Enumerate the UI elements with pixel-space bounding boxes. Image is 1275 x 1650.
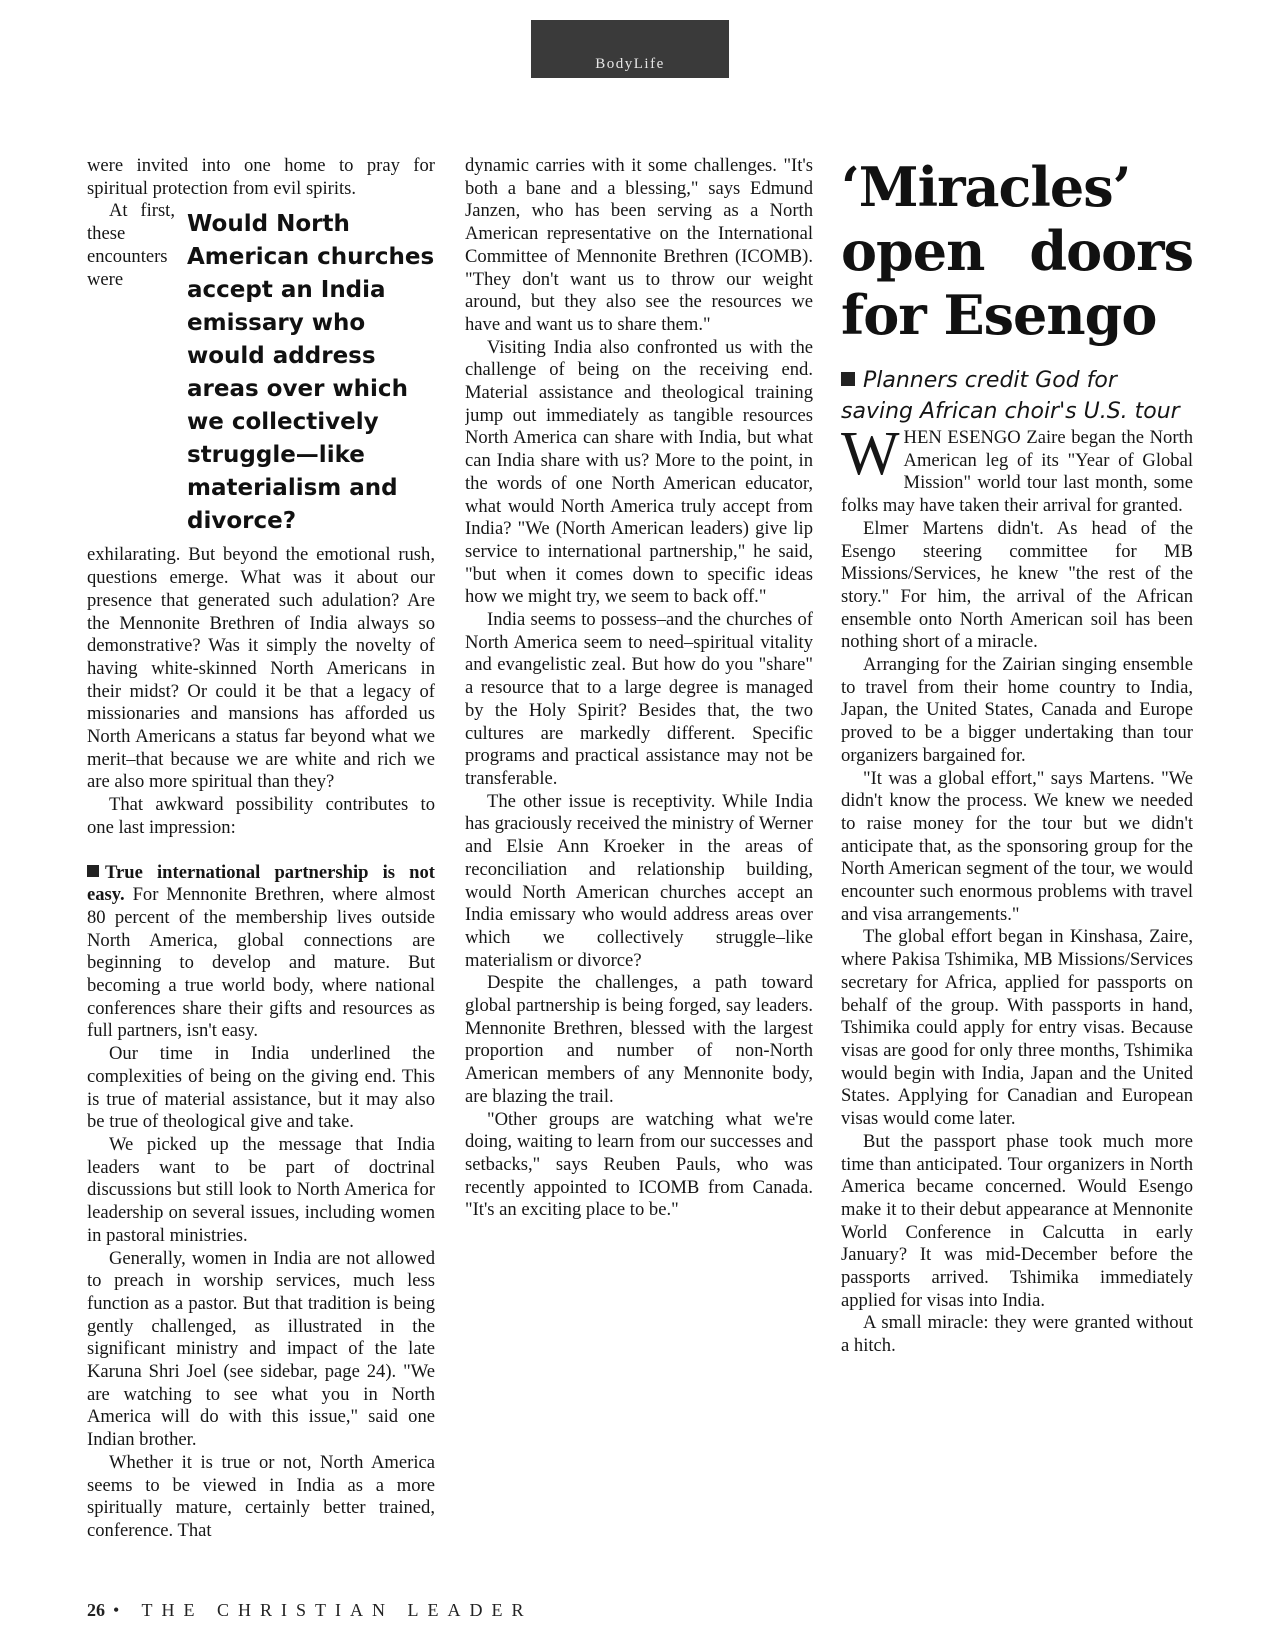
paragraph: The other issue is receptivity. While India has graciously received the ministry of Werner and Elsie Ann Kroeker in the areas of reconciliation and relationship building, would North American churches accept an India emissary who would address areas over which we collectively struggle–like materialism or divorce? <box>465 790 813 971</box>
deck <box>841 365 1193 427</box>
paragraph: But the passport phase took much more time than anticipated. Tour organizers in North America became concerned. Would Esengo make it to their debut appearance at Mennonite World Conference in Calcutta in early January? It was mid-December before the passports arrived. Tshimika immediately applied for visas into India. <box>841 1130 1193 1311</box>
footer-separator: • <box>113 1600 129 1620</box>
page-footer <box>87 1600 532 1621</box>
paragraph: Despite the challenges, a path toward global partnership is being forged, say leaders. Mennonite Brethren, blessed with the largest proportion and number of non-North American members of any Mennonite body, are blazing the trail. <box>465 972 813 1107</box>
paragraph: Elmer Martens didn't. As head of the Esengo steering committee for MB Missions/Services, he knew "the rest of the story." For him, the arrival of the African ensemble onto North American soil has been nothing short of a miracle. <box>841 517 1193 653</box>
deck-text: Planners credit God for saving African choir's U.S. tour <box>841 368 1180 424</box>
paragraph: dynamic carries with it some challenges. "It's both a bane and a blessing," says Edmund Janzen, who has been serving as a North American representative on the International Committee of Mennonite Brethren (ICOMB). "They don't want us to throw our weight around, but they also see the resources we have and want us to share them." <box>465 155 813 335</box>
paragraph: The global effort began in Kinshasa, Zaire, where Pakisa Tshimika, MB Missions/Services secretary for Africa, applied for passports on behalf of the group. With passports in hand, Tshimika could apply for entry visas. Because visas are good for only three months, Tshimika would begin with India, Japan and the United States. Applying for Canadian and European visas would come later. <box>841 926 1193 1130</box>
publication-name: THE CHRISTIAN LEADER <box>141 1600 533 1620</box>
drop-cap: W <box>841 420 900 488</box>
paragraph <box>841 420 1193 518</box>
subhead: True international partnership is not easy. <box>87 861 435 906</box>
paragraph: That awkward possibility contributes to one last impression: <box>87 794 435 838</box>
paragraph: Our time in India underlined the complexities of being on the giving end. This is true of material assistance, but it may also be true of theological give and take. <box>87 1043 435 1133</box>
paragraph: At first, these encounters were exhilarating. But beyond the emotional rush, questions emerge. What was it about our presence that generated such adulation? Are the Mennonite Brethren of India always so demonstrative? Was it simply the novelty of having white-skinned North Americans in their midst? Or could it be that a legacy of missionaries and mansions has afforded us North Americans a status far beyond what we merit–that because we are white and rich we are also more spiritual than they? <box>87 200 435 793</box>
bullet-square-icon <box>87 865 99 877</box>
section-tab-label: BodyLife <box>595 56 665 72</box>
paragraph-text: HEN ESENGO Zaire began the North American leg of its "Year of Global Mission" world tour last month, some folks may have taken their arrival for granted. <box>841 427 1193 517</box>
paragraph: Arranging for the Zairian singing ensemble to travel from their home country to India, Japan, the United States, Canada and Europe proved to be a bigger undertaking than tour organizers bargained for. <box>841 654 1193 766</box>
headline: ‘Miracles’ open doors for Esengo <box>841 155 1193 347</box>
paragraph: We picked up the message that India leaders want to be part of doctrinal discussions but still look to North America for leadership on several issues, including women in pastoral ministries. <box>87 1133 435 1246</box>
section-tab <box>531 20 729 78</box>
paragraph: "Other groups are watching what we're doing, waiting to learn from our successes and setbacks," says Reuben Pauls, who was recently appointed to ICOMB from Canada. "It's an exciting place to be." <box>465 1108 813 1221</box>
paragraph: Visiting India also confronted us with the challenge of being on the receiving end. Material assistance and theological training jump out immediately as tangible resources North America can share with India, but what can India share with us? More to the point, in the words of one North American educator, what would North America truly accept from India? "We (North American leaders) give lip service to international partnership," he said, "but when it comes down to specific ideas how we might try, we seem to back off." <box>465 336 813 608</box>
sidebar-article-column <box>841 155 1193 1560</box>
page-number: 26 <box>87 1600 105 1620</box>
paragraph: were invited into one home to pray for spiritual protection from evil spirits. <box>87 155 435 199</box>
article-column-1 <box>87 155 435 1560</box>
paragraph: Generally, women in India are not allowed to preach in worship services, much less function as a pastor. But that tradition is being gently challenged, as illustrated in the significant ministry and impact of the late Karuna Shri Joel (see sidebar, page 24). "We are watching to see what you in North America will do with this issue," said one Indian brother. <box>87 1247 435 1451</box>
bullet-square-icon <box>841 372 855 386</box>
paragraph: A small miracle: they were granted without a hitch. <box>841 1312 1193 1357</box>
pull-quote: Would North American churches accept an India emissary who would address areas over which we collectively struggle—like materialism and divorce? <box>187 211 435 535</box>
paragraph: "It was a global effort," says Martens. "We didn't know the process. We knew we needed to raise money for the tour but we didn't anticipate that, as the sponsoring group for the North American segment of the tour, we would encounter such enormous problems with travel and visa arrangements." <box>841 767 1193 925</box>
paragraph-text: For Mennonite Brethren, where almost 80 percent of the membership lives outside North America, global connections are beginning to develop and mature. But becoming a true world body, where national conferences share their gifts and resources as full partners, isn't easy. <box>87 884 435 1042</box>
paragraph: Whether it is true or not, North America seems to be viewed in India as a more spiritually mature, certainly better trained, conference. That <box>87 1451 435 1541</box>
paragraph: India seems to possess–and the churches of North America seem to need–spiritual vitality and evangelistic zeal. But how do you "share" a resource that to a large degree is managed by the Holy Spirit? Besides that, the two cultures are markedly different. Specific programs and practical assistance may not be transferable. <box>465 609 813 789</box>
subhead-paragraph <box>87 862 435 1044</box>
article-column-2 <box>465 155 813 1560</box>
